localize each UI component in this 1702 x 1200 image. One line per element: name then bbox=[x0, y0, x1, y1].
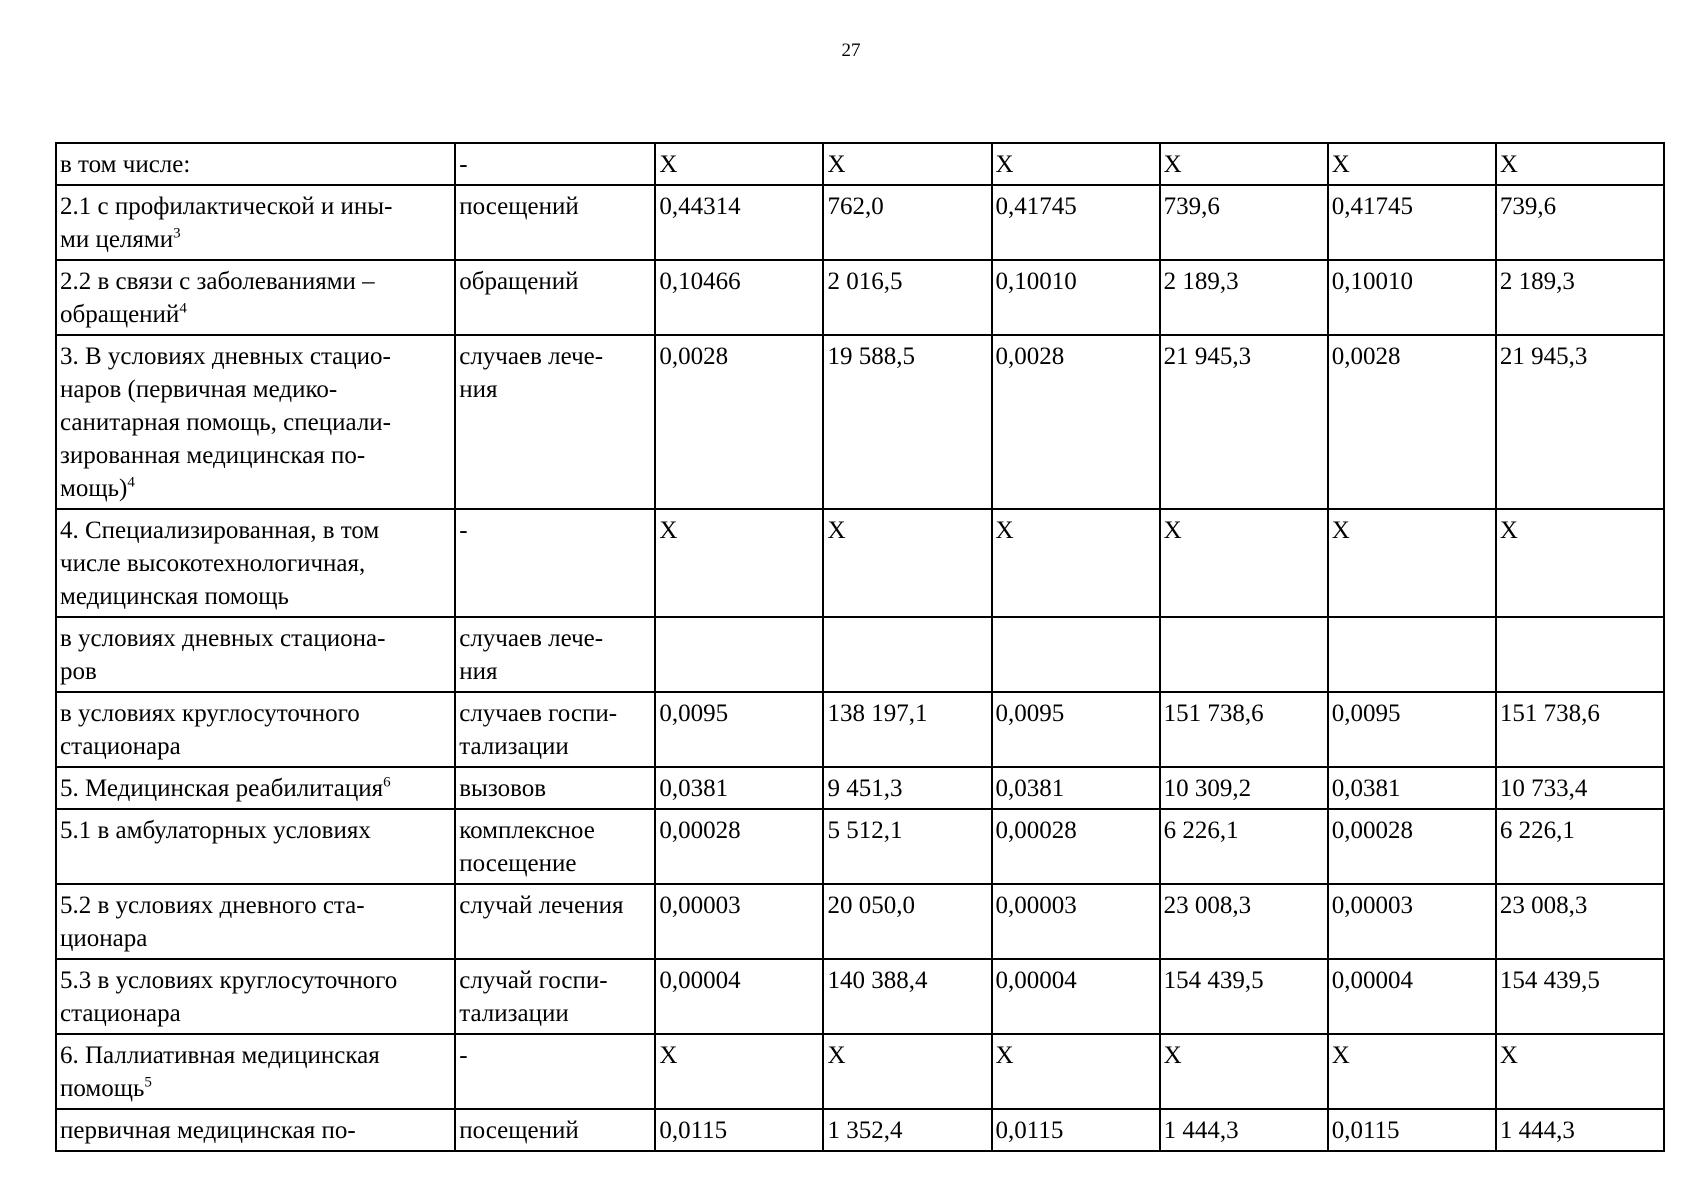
value-cell: 0,0115 bbox=[1328, 1109, 1496, 1151]
value-cell: 0,0381 bbox=[1328, 767, 1496, 809]
row-label: 2.1 с профилактической и ины- ми целями bbox=[60, 193, 393, 253]
value-cell: 0,0115 bbox=[655, 1109, 823, 1151]
footnote-marker: 4 bbox=[127, 474, 135, 491]
value-cell: 19 588,5 bbox=[823, 335, 991, 509]
value-cell: 0,00003 bbox=[992, 884, 1160, 959]
row-label-cell bbox=[56, 143, 455, 185]
footnote-marker: 6 bbox=[383, 774, 391, 791]
value-cell: 0,0028 bbox=[992, 335, 1160, 509]
row-label: 4. Специализированная, в том числе высокотехнологичная, медицинская помощь bbox=[60, 517, 380, 610]
value-cell: 154 439,5 bbox=[1496, 959, 1664, 1034]
table-row bbox=[56, 509, 1664, 617]
value-cell: 23 008,3 bbox=[1160, 884, 1328, 959]
value-cell: 0,00004 bbox=[655, 959, 823, 1034]
table-row bbox=[56, 185, 1664, 260]
value-cell: 0,41745 bbox=[1328, 185, 1496, 260]
value-cell: 0,00028 bbox=[992, 809, 1160, 884]
table-row bbox=[56, 1109, 1664, 1151]
value-cell: 762,0 bbox=[823, 185, 991, 260]
unit-cell: вызовов bbox=[455, 767, 655, 809]
value-cell: X bbox=[823, 1034, 991, 1109]
value-cell: X bbox=[992, 509, 1160, 617]
value-cell: 1 444,3 bbox=[1160, 1109, 1328, 1151]
page-number: 27 bbox=[841, 40, 861, 61]
table-row bbox=[56, 767, 1664, 809]
table-row bbox=[56, 143, 1664, 185]
value-cell: X bbox=[1328, 1034, 1496, 1109]
value-cell: 21 945,3 bbox=[1160, 335, 1328, 509]
table-row bbox=[56, 335, 1664, 509]
value-cell: X bbox=[1496, 1034, 1664, 1109]
row-label: в условиях круглосуточного стационара bbox=[60, 700, 360, 760]
value-cell: 1 352,4 bbox=[823, 1109, 991, 1151]
table-body bbox=[56, 143, 1664, 1151]
value-cell: 0,0381 bbox=[992, 767, 1160, 809]
value-cell: 1 444,3 bbox=[1496, 1109, 1664, 1151]
value-cell bbox=[823, 617, 991, 692]
value-cell: 0,00028 bbox=[1328, 809, 1496, 884]
row-label: 3. В условиях дневных стацио- наров (первичная медико- санитарная помощь, специали- зированная медицинская по- мощь) bbox=[60, 343, 392, 502]
row-label: 5.1 в амбулаторных условиях bbox=[60, 817, 371, 844]
row-label-cell bbox=[56, 260, 455, 335]
value-cell: 21 945,3 bbox=[1496, 335, 1664, 509]
value-cell: 5 512,1 bbox=[823, 809, 991, 884]
row-label-cell bbox=[56, 767, 455, 809]
value-cell: 0,00003 bbox=[1328, 884, 1496, 959]
unit-cell: случаев лече- ния bbox=[455, 335, 655, 509]
value-cell: 739,6 bbox=[1160, 185, 1328, 260]
value-cell: 0,0028 bbox=[1328, 335, 1496, 509]
row-label: 5.2 в условиях дневного ста- ционара bbox=[60, 892, 365, 952]
value-cell: X bbox=[823, 509, 991, 617]
value-cell: X bbox=[1160, 509, 1328, 617]
value-cell: 0,0095 bbox=[992, 692, 1160, 767]
value-cell: 6 226,1 bbox=[1496, 809, 1664, 884]
value-cell: 154 439,5 bbox=[1160, 959, 1328, 1034]
row-label-cell bbox=[56, 617, 455, 692]
value-cell: 0,10466 bbox=[655, 260, 823, 335]
value-cell: 10 309,2 bbox=[1160, 767, 1328, 809]
value-cell: 0,00028 bbox=[655, 809, 823, 884]
value-cell: 0,00003 bbox=[655, 884, 823, 959]
row-label-cell bbox=[56, 335, 455, 509]
unit-cell: - bbox=[455, 509, 655, 617]
table-row bbox=[56, 959, 1664, 1034]
value-cell: 0,10010 bbox=[1328, 260, 1496, 335]
unit-cell: комплексное посещение bbox=[455, 809, 655, 884]
table-row bbox=[56, 1034, 1664, 1109]
value-cell: X bbox=[1328, 143, 1496, 185]
data-table bbox=[55, 142, 1665, 1152]
value-cell: X bbox=[992, 143, 1160, 185]
table-row bbox=[56, 884, 1664, 959]
row-label-cell bbox=[56, 884, 455, 959]
table-row bbox=[56, 692, 1664, 767]
unit-cell: случай госпи- тализации bbox=[455, 959, 655, 1034]
row-label-cell bbox=[56, 1034, 455, 1109]
row-label: в том числе: bbox=[60, 151, 191, 178]
row-label: 5. Медицинская реабилитация bbox=[60, 775, 384, 802]
value-cell: 23 008,3 bbox=[1496, 884, 1664, 959]
value-cell: 0,0115 bbox=[992, 1109, 1160, 1151]
value-cell: 2 189,3 bbox=[1160, 260, 1328, 335]
value-cell: 0,10010 bbox=[992, 260, 1160, 335]
value-cell: 0,0095 bbox=[655, 692, 823, 767]
value-cell: 0,00004 bbox=[992, 959, 1160, 1034]
value-cell bbox=[1328, 617, 1496, 692]
value-cell bbox=[655, 617, 823, 692]
row-label: 6. Паллиативная медицинская помощь bbox=[60, 1042, 380, 1102]
value-cell bbox=[1496, 617, 1664, 692]
unit-cell: случай лечения bbox=[455, 884, 655, 959]
value-cell: X bbox=[1160, 1034, 1328, 1109]
value-cell: 0,0028 bbox=[655, 335, 823, 509]
value-cell: 0,44314 bbox=[655, 185, 823, 260]
value-cell: X bbox=[1496, 143, 1664, 185]
value-cell: 140 388,4 bbox=[823, 959, 991, 1034]
value-cell bbox=[1160, 617, 1328, 692]
unit-cell: посещений bbox=[455, 185, 655, 260]
value-cell: X bbox=[1328, 509, 1496, 617]
value-cell: 0,00004 bbox=[1328, 959, 1496, 1034]
value-cell: X bbox=[655, 509, 823, 617]
value-cell: 739,6 bbox=[1496, 185, 1664, 260]
unit-cell: случаев госпи- тализации bbox=[455, 692, 655, 767]
value-cell: 138 197,1 bbox=[823, 692, 991, 767]
unit-cell: - bbox=[455, 143, 655, 185]
row-label: первичная медицинская по- bbox=[60, 1117, 356, 1144]
unit-cell: случаев лече- ния bbox=[455, 617, 655, 692]
value-cell: X bbox=[1160, 143, 1328, 185]
row-label: 2.2 в связи с заболеваниями – обращений bbox=[60, 268, 375, 328]
value-cell: 151 738,6 bbox=[1160, 692, 1328, 767]
value-cell: 20 050,0 bbox=[823, 884, 991, 959]
value-cell: 10 733,4 bbox=[1496, 767, 1664, 809]
row-label: 5.3 в условиях круглосуточного стационара bbox=[60, 967, 398, 1027]
row-label-cell bbox=[56, 959, 455, 1034]
table-row bbox=[56, 260, 1664, 335]
value-cell: X bbox=[655, 143, 823, 185]
footnote-marker: 3 bbox=[173, 225, 181, 242]
value-cell: X bbox=[655, 1034, 823, 1109]
row-label: в условиях дневных стациона- ров bbox=[60, 625, 386, 685]
value-cell: X bbox=[823, 143, 991, 185]
unit-cell: обращений bbox=[455, 260, 655, 335]
footnote-marker: 4 bbox=[179, 300, 187, 317]
footnote-marker: 5 bbox=[144, 1074, 152, 1091]
row-label-cell bbox=[56, 692, 455, 767]
value-cell: 2 016,5 bbox=[823, 260, 991, 335]
value-cell: X bbox=[992, 1034, 1160, 1109]
table-row bbox=[56, 617, 1664, 692]
row-label-cell bbox=[56, 1109, 455, 1151]
unit-cell: - bbox=[455, 1034, 655, 1109]
value-cell: 0,0381 bbox=[655, 767, 823, 809]
value-cell: 151 738,6 bbox=[1496, 692, 1664, 767]
value-cell: 6 226,1 bbox=[1160, 809, 1328, 884]
value-cell: 0,0095 bbox=[1328, 692, 1496, 767]
table-row bbox=[56, 809, 1664, 884]
unit-cell: посещений bbox=[455, 1109, 655, 1151]
value-cell: 2 189,3 bbox=[1496, 260, 1664, 335]
value-cell: 0,41745 bbox=[992, 185, 1160, 260]
value-cell: X bbox=[1496, 509, 1664, 617]
value-cell: 9 451,3 bbox=[823, 767, 991, 809]
value-cell bbox=[992, 617, 1160, 692]
row-label-cell bbox=[56, 809, 455, 884]
row-label-cell bbox=[56, 185, 455, 260]
row-label-cell bbox=[56, 509, 455, 617]
